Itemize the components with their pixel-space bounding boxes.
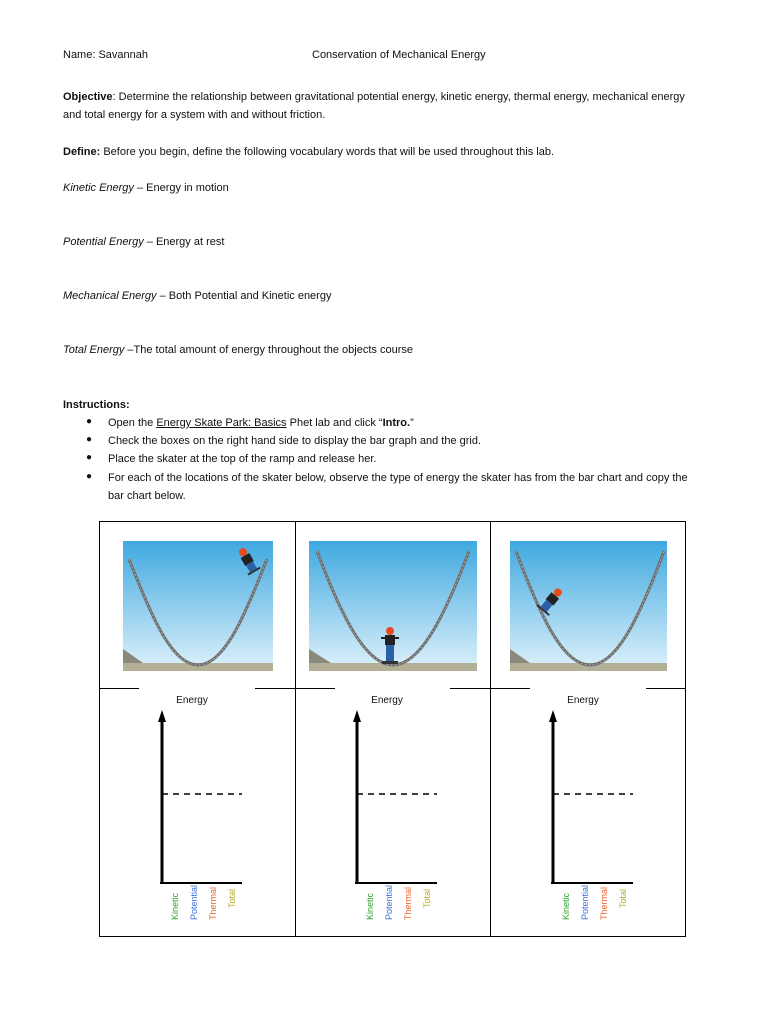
page-title: Conservation of Mechanical Energy — [312, 49, 486, 61]
skate-ramp-diagram — [309, 541, 477, 671]
instruction-item: For each of the locations of the skater below, observe the type of energy the skater has from the bar chart and copy the — [108, 472, 688, 484]
energy-axes — [345, 706, 445, 906]
objective-text-1: : Determine the relationship between gravitational potential energy, kinetic energy, thermal energy, mechanical energy — [112, 91, 685, 103]
vocab-definition: – Energy in motion — [133, 182, 229, 194]
grid-row-divider — [646, 688, 686, 689]
vocab-definition: – Energy at rest — [143, 236, 225, 248]
bullet-icon: ● — [86, 471, 93, 482]
bar-label-thermal: Thermal — [208, 886, 218, 920]
skate-ramp-diagram — [510, 541, 667, 671]
vocab-term: Total Energy — [63, 344, 125, 356]
vocab-term: Mechanical Energy — [63, 290, 157, 302]
vocab-total — [63, 343, 413, 357]
instruction-item-continued: bar chart below. — [108, 490, 186, 502]
skater-scene-1 — [123, 541, 273, 671]
energy-axes — [150, 706, 250, 906]
vocab-term: Potential Energy — [63, 236, 144, 248]
bar-label-thermal: Thermal — [403, 886, 413, 920]
objective-label: Objective — [63, 91, 113, 103]
define-line — [63, 145, 554, 159]
objective-line-1 — [63, 90, 685, 104]
energy-axes — [541, 706, 641, 906]
skater-scene-3 — [510, 541, 667, 671]
energy-chart-1 — [150, 692, 250, 927]
bullet-icon: ● — [86, 452, 93, 463]
student-name: Name: Savannah — [63, 49, 148, 61]
bar-label-thermal: Thermal — [599, 886, 609, 920]
bar-label-total: Total — [227, 888, 237, 908]
instructions-label: Instructions: — [63, 399, 130, 411]
instruction-item — [108, 416, 414, 430]
vocab-definition: – Both Potential and Kinetic energy — [156, 290, 332, 302]
bullet-icon: ● — [86, 434, 93, 445]
grid-row-divider — [450, 688, 530, 689]
grid-row-divider — [99, 688, 139, 689]
instruction-text: ” — [410, 417, 414, 429]
energy-chart-3 — [541, 692, 641, 927]
bar-label-total: Total — [422, 888, 432, 908]
bar-label-kinetic: Kinetic — [365, 892, 375, 920]
instruction-text: Phet lab and click “ — [286, 417, 383, 429]
instruction-item: Check the boxes on the right hand side to display the bar graph and the grid. — [108, 435, 482, 447]
instruction-bold: Intro. — [382, 417, 411, 429]
skate-ramp-diagram — [123, 541, 273, 671]
vocab-kinetic — [63, 181, 229, 195]
energy-chart-2 — [345, 692, 445, 927]
bar-label-potential: Potential — [384, 884, 394, 920]
grid-divider — [295, 521, 296, 937]
bar-label-kinetic: Kinetic — [170, 892, 180, 920]
objective-line-2: and total energy for a system with and without friction. — [63, 109, 326, 121]
bar-label-potential: Potential — [189, 884, 199, 920]
vocab-mechanical — [63, 289, 331, 303]
vocab-term: Kinetic Energy — [63, 182, 134, 194]
instruction-item: Place the skater at the top of the ramp and release her. — [108, 453, 377, 465]
bullet-icon: ● — [86, 416, 93, 427]
vocab-definition: –The total amount of energy throughout the objects course — [124, 344, 413, 356]
chart-title: Energy — [371, 695, 403, 706]
bar-label-kinetic: Kinetic — [561, 892, 571, 920]
instruction-text: Open the — [108, 417, 157, 429]
define-text: Before you begin, define the following vocabulary words that will be used throughout this lab. — [100, 146, 555, 158]
grid-row-divider — [255, 688, 335, 689]
energy-skate-park-link[interactable]: Energy Skate Park: Basics — [156, 417, 287, 429]
skater-scene-2 — [309, 541, 477, 671]
grid-divider — [490, 521, 491, 937]
instructions-heading — [63, 398, 130, 412]
chart-title: Energy — [567, 695, 599, 706]
vocab-potential — [63, 235, 224, 249]
define-label: Define: — [63, 146, 101, 158]
bar-label-potential: Potential — [580, 884, 590, 920]
bar-label-total: Total — [618, 888, 628, 908]
chart-title: Energy — [176, 695, 208, 706]
